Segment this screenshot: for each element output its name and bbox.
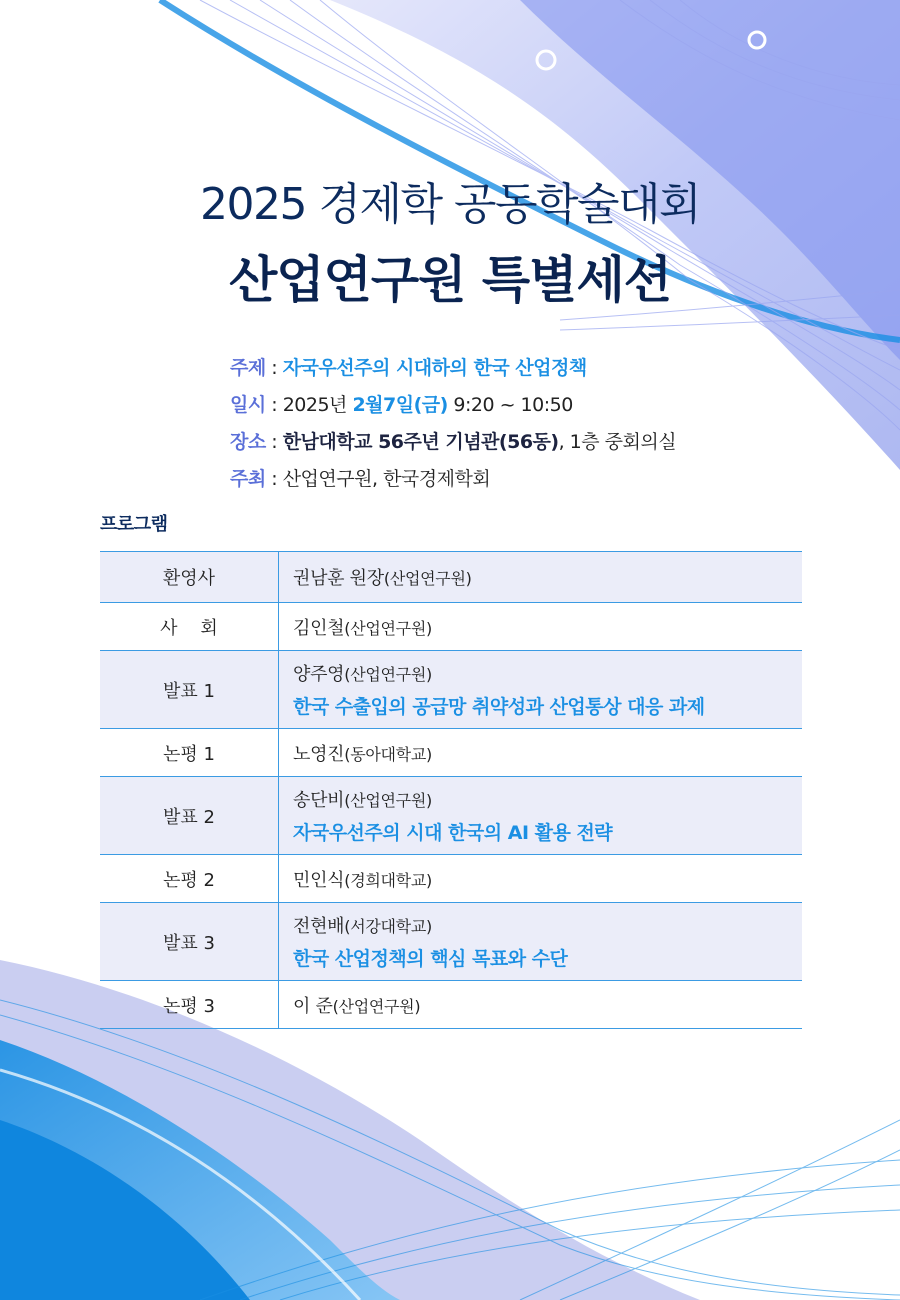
program-topic: 자국우선주의 시대 한국의 AI 활용 전략 [293,822,613,844]
info-host-sep: : [265,468,283,490]
info-topic [230,350,870,387]
program-person [293,866,802,892]
title-line-1: 2025 경제학 공동학술대회 [200,179,700,230]
table-row [100,552,802,603]
event-info [230,350,870,498]
program-topic: 한국 수출입의 공급망 취약성과 산업통상 대응 과제 [293,696,705,718]
program-name: 김인철 [293,617,345,639]
program-affiliation: (경희대학교) [344,870,432,890]
program-detail [279,651,802,728]
program-affiliation: (산업연구원) [344,618,432,638]
info-datetime-date: 2월7일(금) [352,394,448,416]
program-detail [279,552,802,602]
program-detail [279,603,802,650]
program-role: 논평 1 [100,729,279,776]
program-person [293,564,802,590]
info-datetime [230,387,870,424]
program-table [100,551,802,1029]
program-person [293,786,802,812]
program-affiliation: (산업연구원) [344,791,432,810]
table-row [100,729,802,777]
program-affiliation: (서강대학교) [344,917,432,936]
table-row [100,651,802,729]
table-row [100,603,802,651]
info-venue-room: , 1층 중회의실 [558,431,677,453]
program-detail [279,903,802,980]
program-name: 노영진 [293,743,345,765]
program-name: 이 준 [293,995,333,1017]
program-role: 발표 2 [100,777,279,854]
program-person [293,912,802,938]
info-datetime-sep: : [265,394,283,416]
info-host-value: 산업연구원, 한국경제학회 [282,468,491,490]
program-role: 사 회 [100,603,279,650]
program-person [293,660,802,686]
table-row [100,777,802,855]
program-topic: 한국 산업정책의 핵심 목표와 수단 [293,948,568,970]
program-name: 양주영 [293,664,345,685]
info-venue-label: 장소 [230,431,266,453]
program-name: 전현배 [293,916,345,937]
title-line-2: 산업연구원 특별세션 [228,251,672,309]
program-name: 권남훈 원장 [293,568,384,589]
program-person [293,614,802,640]
program-affiliation: (산업연구원) [383,569,472,588]
table-row [100,855,802,903]
program-affiliation: (산업연구원) [344,665,432,684]
program-role: 발표 3 [100,903,279,980]
program-heading: 프로그램 [100,514,168,535]
program-name: 송단비 [293,790,345,811]
program-affiliation: (동아대학교) [344,744,432,764]
program-detail [279,855,802,902]
program-role: 논평 2 [100,855,279,902]
table-row [100,903,802,981]
program-role: 발표 1 [100,651,279,728]
info-venue-sep: : [265,431,283,453]
info-host [230,461,870,498]
info-venue [230,424,870,461]
program-name: 민인식 [293,869,345,891]
info-venue-place: 한남대학교 56주년 기념관(56동) [282,431,559,453]
program-detail [279,777,802,854]
table-row [100,981,802,1029]
info-topic-sep: : [265,357,283,379]
program-role: 논평 3 [100,981,279,1028]
info-datetime-time: 9:20 ~ 10:50 [447,394,573,416]
info-topic-value: 자국우선주의 시대하의 한국 산업정책 [282,357,587,379]
program-role: 환영사 [100,552,279,602]
program-affiliation: (산업연구원) [332,996,421,1016]
info-datetime-label: 일시 [230,394,266,416]
info-host-label: 주최 [230,468,266,490]
program-person [293,992,802,1018]
info-topic-label: 주제 [230,357,266,379]
program-detail [279,981,802,1028]
program-person [293,740,802,766]
program-detail [279,729,802,776]
info-datetime-year: 2025년 [282,394,353,416]
